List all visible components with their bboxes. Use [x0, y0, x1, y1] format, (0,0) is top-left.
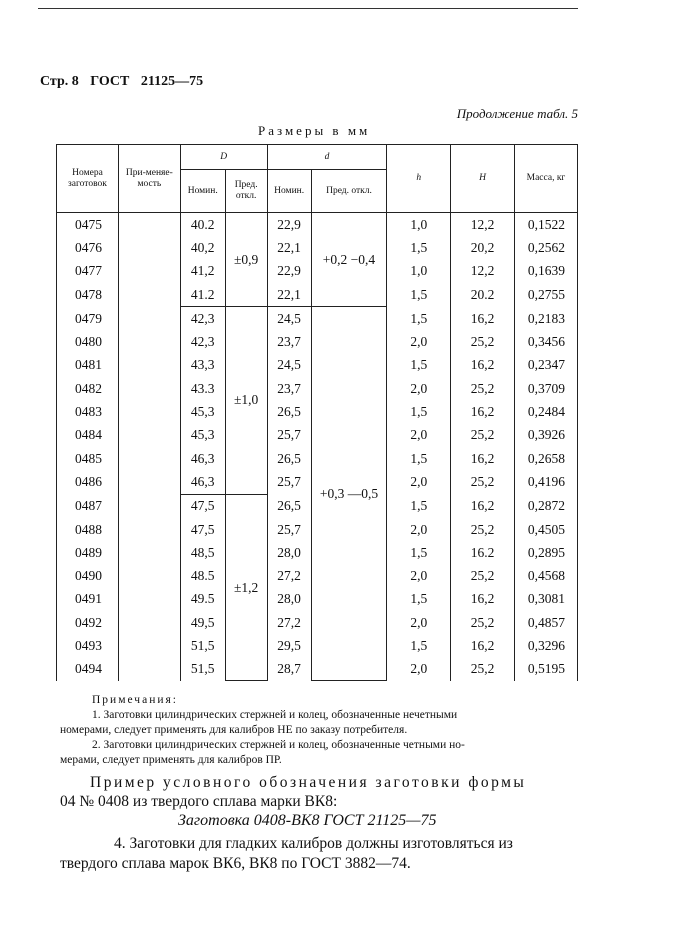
cell-H: 12,2 [451, 213, 515, 237]
cell-mass: 0,3456 [514, 330, 577, 353]
cell-number: 0480 [57, 330, 119, 353]
cell-application [118, 658, 180, 681]
cell-d-nominal: 27,2 [267, 564, 311, 587]
cell-application [118, 588, 180, 611]
cell-mass: 0,3709 [514, 377, 577, 400]
cell-mass: 0,2658 [514, 447, 577, 470]
cell-application [118, 611, 180, 634]
cell-d-nominal: 24,5 [267, 354, 311, 377]
cell-d-nominal: 25,7 [267, 470, 311, 494]
cell-H: 16,2 [451, 400, 515, 423]
cell-application [118, 283, 180, 307]
cell-H: 25,2 [451, 611, 515, 634]
cell-d-nominal: 24,5 [267, 307, 311, 331]
top-rule [38, 8, 578, 9]
cell-number: 0485 [57, 447, 119, 470]
note-1-line-1: 1. Заготовки цилиндрических стержней и колец, обозначенные нечетными [92, 709, 458, 721]
header-number: Номера заготовок [57, 145, 119, 213]
cell-h: 1,5 [387, 400, 451, 423]
cell-mass: 0,1639 [514, 260, 577, 283]
cell-d-nominal: 29,5 [267, 634, 311, 657]
cell-application [118, 518, 180, 541]
cell-application [118, 447, 180, 470]
paragraph-4-line-1: 4. Заготовки для гладких калибров должны изготовляться из [114, 835, 513, 852]
cell-h: 2,0 [387, 470, 451, 494]
cell-H: 16,2 [451, 634, 515, 657]
cell-number: 0481 [57, 354, 119, 377]
cell-D-nominal: 40.2 [180, 213, 225, 237]
cell-number: 0483 [57, 400, 119, 423]
header-application: При-меняе-мость [118, 145, 180, 213]
cell-application [118, 424, 180, 447]
cell-mass: 0,4568 [514, 564, 577, 587]
cell-D-nominal: 48,5 [180, 541, 225, 564]
cell-D-tolerance: ±1,2 [225, 494, 267, 681]
cell-h: 2,0 [387, 564, 451, 587]
header-d-nominal: Номин. [267, 170, 311, 213]
cell-D-nominal: 43.3 [180, 377, 225, 400]
cell-mass: 0,4857 [514, 611, 577, 634]
header-H: H [451, 145, 515, 213]
cell-h: 1,0 [387, 213, 451, 237]
cell-h: 1,5 [387, 283, 451, 307]
cell-number: 0476 [57, 236, 119, 259]
cell-D-nominal: 51,5 [180, 634, 225, 657]
cell-D-tolerance: ±1,0 [225, 307, 267, 494]
dimensions-table [56, 144, 578, 681]
header-D-tolerance: Пред. откл. [225, 170, 267, 213]
cell-d-nominal: 26,5 [267, 447, 311, 470]
cell-application [118, 330, 180, 353]
cell-H: 16,2 [451, 447, 515, 470]
cell-h: 2,0 [387, 377, 451, 400]
cell-number: 0482 [57, 377, 119, 400]
cell-application [118, 634, 180, 657]
cell-H: 16,2 [451, 307, 515, 331]
cell-number: 0475 [57, 213, 119, 237]
cell-number: 0484 [57, 424, 119, 447]
table-row [57, 213, 578, 237]
example-block [60, 773, 580, 811]
cell-D-nominal: 41,2 [180, 260, 225, 283]
header-h: h [387, 145, 451, 213]
cell-H: 16,2 [451, 354, 515, 377]
cell-number: 0487 [57, 494, 119, 518]
cell-D-nominal: 45,3 [180, 424, 225, 447]
cell-mass: 0,5195 [514, 658, 577, 681]
cell-d-nominal: 23,7 [267, 377, 311, 400]
cell-mass: 0,2347 [514, 354, 577, 377]
cell-d-nominal: 28,0 [267, 588, 311, 611]
header-D: D [180, 145, 267, 170]
cell-h: 2,0 [387, 611, 451, 634]
cell-application [118, 541, 180, 564]
cell-d-nominal: 25,7 [267, 518, 311, 541]
cell-D-nominal: 48.5 [180, 564, 225, 587]
cell-application [118, 377, 180, 400]
cell-h: 1,5 [387, 494, 451, 518]
cell-D-nominal: 45,3 [180, 400, 225, 423]
cell-number: 0488 [57, 518, 119, 541]
cell-D-nominal: 49.5 [180, 588, 225, 611]
cell-number: 0492 [57, 611, 119, 634]
cell-number: 0478 [57, 283, 119, 307]
cell-D-nominal: 46,3 [180, 447, 225, 470]
cell-h: 1,5 [387, 354, 451, 377]
cell-application [118, 213, 180, 237]
cell-h: 1,5 [387, 588, 451, 611]
cell-application [118, 260, 180, 283]
cell-mass: 0,2895 [514, 541, 577, 564]
cell-H: 12,2 [451, 260, 515, 283]
cell-d-tolerance: +0,2 −0,4 [311, 213, 387, 307]
cell-number: 0489 [57, 541, 119, 564]
header-D-nominal: Номин. [180, 170, 225, 213]
cell-h: 1,0 [387, 260, 451, 283]
example-designation: Заготовка 0408-ВК8 ГОСТ 21125—75 [178, 812, 437, 829]
cell-application [118, 354, 180, 377]
cell-mass: 0,3926 [514, 424, 577, 447]
paragraph-4-line-2: твердого сплава марок ВК6, ВК8 по ГОСТ 3882—74. [60, 855, 411, 872]
cell-H: 16,2 [451, 588, 515, 611]
standard-label: ГОСТ [90, 74, 130, 89]
cell-number: 0491 [57, 588, 119, 611]
page-number: Стр. 8 [40, 74, 79, 89]
cell-number: 0477 [57, 260, 119, 283]
cell-h: 1,5 [387, 236, 451, 259]
cell-number: 0494 [57, 658, 119, 681]
cell-H: 25,2 [451, 330, 515, 353]
page-header [40, 74, 211, 90]
example-line-1: Пример условного обозначения заготовки формы [90, 774, 527, 791]
notes-title: Примечания: [92, 694, 178, 706]
cell-H: 25,2 [451, 424, 515, 447]
cell-application [118, 236, 180, 259]
cell-application [118, 470, 180, 494]
cell-H: 25,2 [451, 658, 515, 681]
table-body [57, 213, 578, 681]
cell-mass: 0,2562 [514, 236, 577, 259]
cell-mass: 0,2183 [514, 307, 577, 331]
cell-D-nominal: 47,5 [180, 494, 225, 518]
cell-number: 0486 [57, 470, 119, 494]
cell-h: 2,0 [387, 330, 451, 353]
cell-D-nominal: 46,3 [180, 470, 225, 494]
cell-D-nominal: 41.2 [180, 283, 225, 307]
note-1-line-2: номерами, следует применять для калибров НЕ по заказу потребителя. [60, 724, 408, 736]
cell-H: 25,2 [451, 377, 515, 400]
cell-mass: 0,4196 [514, 470, 577, 494]
cell-D-nominal: 40,2 [180, 236, 225, 259]
cell-d-nominal: 27,2 [267, 611, 311, 634]
cell-D-nominal: 51,5 [180, 658, 225, 681]
cell-D-tolerance: ±0,9 [225, 213, 267, 307]
cell-mass: 0,4505 [514, 518, 577, 541]
cell-mass: 0,2484 [514, 400, 577, 423]
cell-d-nominal: 26,5 [267, 494, 311, 518]
cell-h: 2,0 [387, 658, 451, 681]
cell-mass: 0,1522 [514, 213, 577, 237]
cell-application [118, 400, 180, 423]
cell-d-nominal: 22,1 [267, 236, 311, 259]
cell-mass: 0,2872 [514, 494, 577, 518]
cell-H: 20,2 [451, 236, 515, 259]
cell-d-nominal: 22,1 [267, 283, 311, 307]
cell-number: 0493 [57, 634, 119, 657]
cell-application [118, 494, 180, 518]
cell-H: 16,2 [451, 494, 515, 518]
header-d-tolerance: Пред. откл. [311, 170, 387, 213]
cell-H: 25,2 [451, 470, 515, 494]
cell-d-tolerance: +0,3 —0,5 [311, 307, 387, 681]
cell-H: 20.2 [451, 283, 515, 307]
cell-d-nominal: 25,7 [267, 424, 311, 447]
cell-h: 2,0 [387, 518, 451, 541]
cell-d-nominal: 26,5 [267, 400, 311, 423]
note-2-line-2: мерами, следует применять для калибров ПР. [60, 754, 282, 766]
cell-H: 25,2 [451, 564, 515, 587]
cell-h: 1,5 [387, 447, 451, 470]
cell-h: 1,5 [387, 634, 451, 657]
cell-D-nominal: 43,3 [180, 354, 225, 377]
cell-D-nominal: 42,3 [180, 307, 225, 331]
cell-number: 0479 [57, 307, 119, 331]
cell-D-nominal: 42,3 [180, 330, 225, 353]
note-2-line-1: 2. Заготовки цилиндрических стержней и колец, обозначенные четными но- [92, 739, 465, 751]
cell-h: 1,5 [387, 541, 451, 564]
header-d: d [267, 145, 387, 170]
cell-mass: 0,2755 [514, 283, 577, 307]
example-line-2: 04 № 0408 из твердого сплава марки ВК8: [60, 793, 338, 810]
notes [60, 693, 580, 768]
cell-d-nominal: 22,9 [267, 213, 311, 237]
cell-mass: 0,3081 [514, 588, 577, 611]
table-row [57, 307, 578, 331]
paragraph-4 [60, 834, 580, 874]
units-caption: Размеры в мм [258, 123, 371, 138]
table-continuation: Продолжение табл. 5 [456, 106, 578, 121]
header-mass: Масса, кг [514, 145, 577, 213]
cell-h: 1,5 [387, 307, 451, 331]
cell-d-nominal: 22,9 [267, 260, 311, 283]
cell-H: 25,2 [451, 518, 515, 541]
cell-d-nominal: 28,0 [267, 541, 311, 564]
cell-mass: 0,3296 [514, 634, 577, 657]
cell-application [118, 307, 180, 331]
cell-H: 16.2 [451, 541, 515, 564]
cell-d-nominal: 23,7 [267, 330, 311, 353]
standard-number: 21125—75 [140, 74, 204, 89]
cell-application [118, 564, 180, 587]
cell-D-nominal: 47,5 [180, 518, 225, 541]
cell-D-nominal: 49,5 [180, 611, 225, 634]
cell-number: 0490 [57, 564, 119, 587]
cell-d-nominal: 28,7 [267, 658, 311, 681]
cell-h: 2,0 [387, 424, 451, 447]
